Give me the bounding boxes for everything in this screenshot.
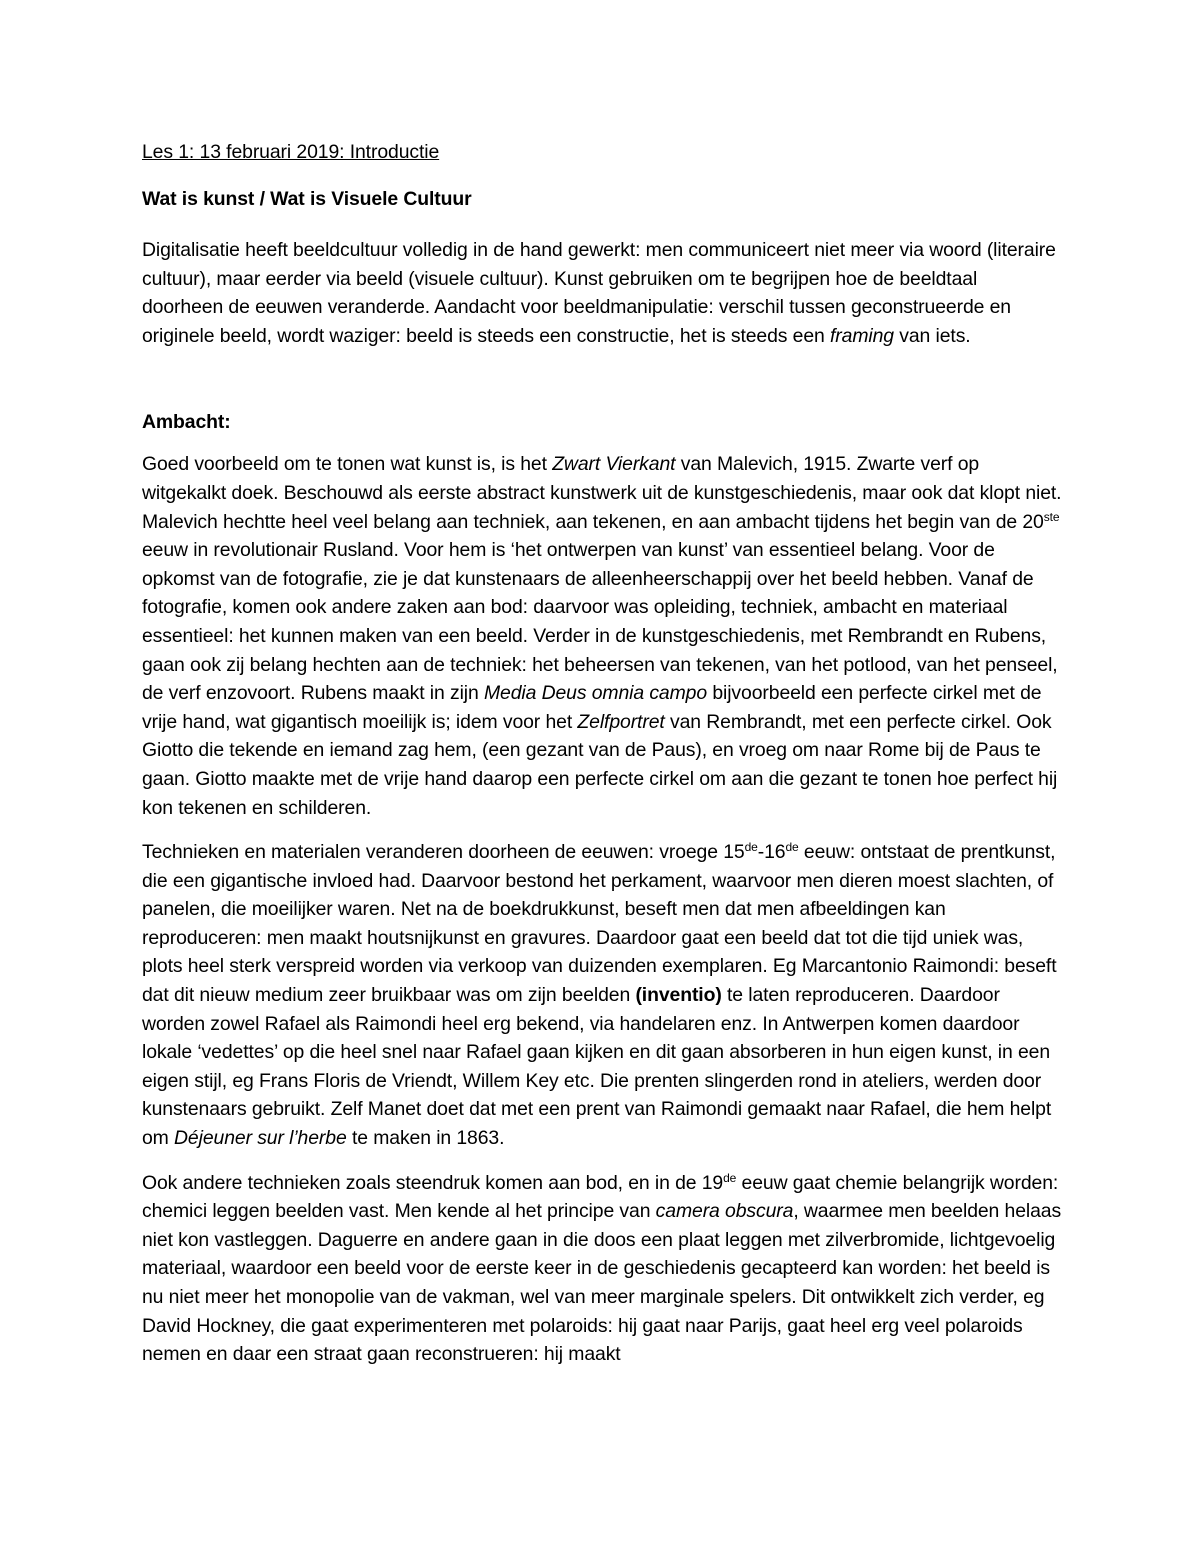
- other-text-2: eeuw gaat chemie belangrijk worden: chemici leggen beelden vast. Men kende al het principe van: [142, 1171, 1059, 1223]
- paragraph-intro: [142, 236, 1062, 350]
- intro-text-2: van iets.: [893, 324, 971, 347]
- ambacht-text-2: van Malevich, 1915. Zwarte verf op witgekalkt doek. Beschouwd als eerste abstract kunstwerk uit de kunstgeschiedenis, maar ook dat klopt niet. Malevich hechtte heel veel belang aan techniek, aan tekenen, en aan ambacht tijdens het begin van de 20: [142, 453, 1062, 533]
- tech-italic-dejeuner: Déjeuner sur l’herbe: [174, 1127, 347, 1150]
- tech-superscript-de-1: de: [744, 840, 758, 855]
- tech-bold-inventio: (inventio): [635, 984, 722, 1007]
- document-title: Les 1: 13 februari 2019: Introductie: [142, 141, 440, 163]
- tech-superscript-de-2: de: [785, 840, 799, 855]
- ambacht-italic-zwart-vierkant: Zwart Vierkant: [552, 453, 676, 476]
- heading-ambacht: Ambacht:: [142, 411, 231, 434]
- ambacht-italic-media-deus: Media Deus omnia campo: [483, 682, 708, 705]
- ambacht-italic-zelfportret: Zelfportret: [577, 710, 665, 733]
- paragraph-ambacht: [142, 450, 1062, 822]
- ambacht-superscript-ste: ste: [1043, 509, 1060, 524]
- ambacht-text-4: bijvoorbeeld een perfecte cirkel met de vrije hand, wat gigantisch moeilijk is; idem voor het: [142, 682, 1042, 733]
- tech-text-2: -16: [757, 841, 786, 864]
- paragraph-technieken: [142, 838, 1062, 1153]
- tech-text-4: te laten reproduceren. Daardoor worden zowel Rafael als Raimondi heel erg bekend, via handelaren enz. In Antwerpen komen daardoor lokale ‘vedettes’ op die heel snel naar Rafael gaan kijken en dit gaan absorberen in hun eigen kunst, in een eigen stijl, eg Frans Floris de Vriendt, Willem Key etc. Die prenten slingerden rond in ateliers, werden door kunstenaars gebruikt. Zelf Manet doet dat met een prent van Raimondi gemaakt naar Rafael, die hem helpt om: [142, 984, 1052, 1150]
- other-text-3: , waarmee men beelden helaas niet kon vastleggen. Daguerre en andere gaan in die doos een plaat leggen met zilverbromide, lichtgevoelig materiaal, waardoor een beeld voor de eerste keer in de geschiedenis gecapteerd kan worden: het beeld is nu niet meer het monopolie van de vakman, wel van meer marginale spelers. Dit ontwikkelt zich verder, eg David Hockney, die gaat experimenteren met polaroids: hij gaat naar Parijs, gaat heel erg veel polaroids nemen en daar een straat gaan reconstrueren: hij maakt: [142, 1200, 1062, 1366]
- paragraph-andere-technieken: [142, 1169, 1062, 1369]
- ambacht-text-1: Goed voorbeeld om te tonen wat kunst is, is het: [142, 453, 553, 476]
- other-superscript-de: de: [723, 1170, 737, 1185]
- other-text-1: Ook andere technieken zoals steendruk komen aan bod, en in de 19: [142, 1171, 724, 1194]
- ambacht-text-5: van Rembrandt, met een perfecte cirkel. Ook Giotto die tekende en iemand zag hem, (een gezant van de Paus), en vroeg om naar Rome bij de Paus te gaan. Giotto maakte met de vrije hand daarop een perfecte cirkel om aan die gezant te tonen hoe perfect hij kon tekenen en schilderen.: [142, 710, 1058, 819]
- heading-wat-is-kunst: Wat is kunst / Wat is Visuele Cultuur: [142, 188, 472, 210]
- intro-italic-framing: framing: [830, 324, 894, 347]
- tech-text-5: te maken in 1863.: [346, 1127, 505, 1150]
- other-italic-camera-obscura: camera obscura: [655, 1200, 794, 1223]
- tech-text-3: eeuw: ontstaat de prentkunst, die een gigantische invloed had. Daarvoor bestond het perkament, waarvoor men dieren moest slachten, of panelen, die moeilijker waren. Net na de boekdrukkunst, beseft men dat men afbeeldingen kan reproduceren: men maakt houtsnijkunst en gravures. Daardoor gaat een beeld dat tot die tijd uniek was, plots heel sterk verspreid worden via verkoop van duizenden exemplaren. Eg Marcantonio Raimondi: beseft dat dit nieuw medium zeer bruikbaar was om zijn beelden: [142, 841, 1057, 1007]
- intro-text-1: Digitalisatie heeft beeldcultuur volledig in de hand gewerkt: men communiceert niet meer via woord (literaire cultuur), maar eerder via beeld (visuele cultuur). Kunst gebruiken om te begrijpen hoe de beeldtaal doorheen de eeuwen veranderde. Aandacht voor beeldmanipulatie: verschil tussen geconstrueerde en originele beeld, wordt waziger: beeld is steeds een constructie, het is steeds een: [142, 239, 1056, 347]
- ambacht-text-3: eeuw in revolutionair Rusland. Voor hem is ‘het ontwerpen van kunst’ van essentieel belang. Voor de opkomst van de fotografie, zie je dat kunstenaars de alleenheerschappij over het beeld hebben. Vanaf de fotografie, komen ook andere zaken aan bod: daarvoor was opleiding, techniek, ambacht en materiaal essentieel: het kunnen maken van een beeld. Verder in de kunstgeschiedenis, met Rembrandt en Rubens, gaan ook zij belang hechten aan de techniek: het beheersen van tekenen, van het potlood, van het penseel, de verf enzovoort. Rubens maakt in zijn: [142, 539, 1058, 705]
- tech-text-1: Technieken en materialen veranderen doorheen de eeuwen: vroege 15: [142, 841, 745, 864]
- section-spacer: [142, 350, 1062, 408]
- document-page: [142, 138, 1062, 1369]
